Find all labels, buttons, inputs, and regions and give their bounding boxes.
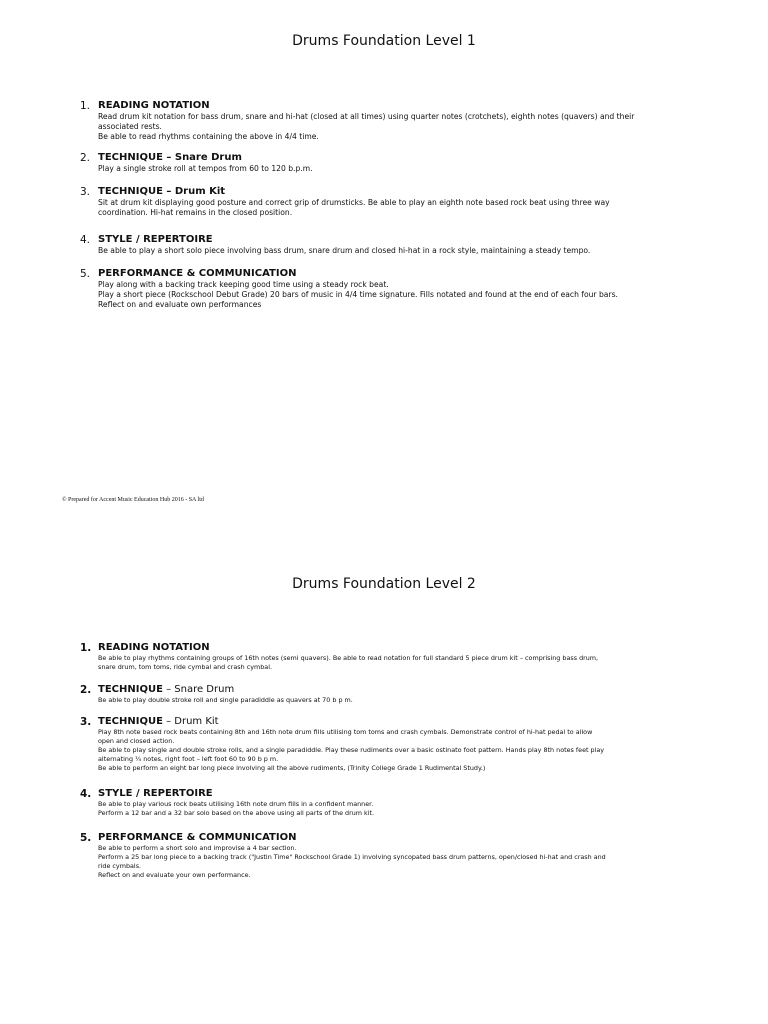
item-text-line: alternating ¼ notes, right foot – left foot 60 to 90 b p m. [98,755,279,763]
item-number: 2. [80,152,91,164]
copyright-footer: © Prepared for Accent Music Education Hub 2016 - SA ltd [62,497,204,503]
item-text-line: Sit at drum kit displaying good posture and correct grip of drumsticks. Be able to play an eighth note based rock beat using three way [98,198,610,207]
item-heading [98,186,728,198]
item-text-line: Be able to play various rock beats utilising 16th note drum fills in a confident manner. [98,800,374,808]
level1-title: Drums Foundation Level 1 [292,33,476,49]
item-number: 4. [80,788,92,800]
item-heading-subtitle: – Snare Drum [162,684,235,695]
item-heading [98,234,728,246]
item-heading [98,642,728,654]
item-text-line: Be able to read rhythms containing the above in 4/4 time. [98,132,319,141]
requirement-item [80,788,728,818]
item-text-line: coordination. Hi-hat remains in the closed position. [98,208,293,217]
item-number: 3. [80,716,92,728]
item-heading [98,832,728,844]
item-number: 5. [80,268,91,280]
item-heading-text: TECHNIQUE – Drum Kit [98,186,226,197]
item-heading [98,100,728,112]
item-text-line: Play a single stroke roll at tempos from 60 to 120 b.p.m. [98,164,313,173]
item-text-line: Reflect on and evaluate your own performance. [98,871,251,879]
item-text-line: Perform a 12 bar and a 32 bar solo based on the above using all parts of the drum kit. [98,809,375,817]
item-text-line: Be able to play single and double stroke rolls, and a single paradiddle. Play these rudiments over a basic ostinato foot pattern. Hands play 8th notes feet play [98,746,605,754]
item-number: 1. [80,100,91,112]
item-text-line: Be able to play rhythms containing groups of 16th notes (semi quavers). Be able to read notation for full standard 5 piece drum kit – comprising bass drum, [98,654,599,662]
item-heading-text: READING NOTATION [98,100,210,111]
item-heading-text: STYLE / REPERTOIRE [98,788,213,799]
item-heading-text: PERFORMANCE & COMMUNICATION [98,268,297,279]
requirement-item [80,186,728,218]
item-heading-text: TECHNIQUE [98,684,163,695]
requirement-item [80,100,728,142]
item-number: 3. [80,186,91,198]
requirement-item [80,642,728,672]
item-text-line: Play along with a backing track keeping good time using a steady rock beat. [98,280,389,289]
item-text-line: Be able to play double stroke roll and single paradiddle as quavers at 70 b p m. [98,696,353,704]
item-text-line: Play a short piece (Rockschool Debut Grade) 20 bars of music in 4/4 time signature. Fills notated and found at the end of each four bars. [98,290,618,299]
item-number: 2. [80,684,92,696]
item-text-line: Play 8th note based rock beats containing 8th and 16th note drum fills utilising tom toms and crash cymbals. Demonstrate control of hi-hat pedal to allow [98,728,593,736]
item-text-line: snare drum, tom toms, ride cymbal and crash cymbal. [98,663,273,671]
item-number: 1. [80,642,92,654]
item-heading-text: TECHNIQUE [98,716,163,727]
item-text-line: Perform a 25 bar long piece to a backing track ("Justin Time" Rockschool Grade 1) involving syncopated bass drum patterns, open/closed hi-hat and crash and [98,853,606,861]
item-heading [98,684,728,696]
item-text-line: Be able to perform a short solo and improvise a 4 bar section. [98,844,297,852]
item-heading-text: READING NOTATION [98,642,210,653]
requirement-item [80,832,728,880]
item-heading-text: TECHNIQUE – Snare Drum [98,152,242,163]
item-heading-text: STYLE / REPERTOIRE [98,234,213,245]
item-heading [98,152,728,164]
requirement-item [80,268,728,310]
item-text-line: Reflect on and evaluate own performances [98,300,262,309]
item-heading [98,716,728,728]
item-number: 5. [80,832,92,844]
item-text-line: associated rests. [98,122,162,131]
item-text-line: open and closed action. [98,737,175,745]
item-heading [98,788,728,800]
item-number: 4. [80,234,91,246]
item-text-line: Read drum kit notation for bass drum, snare and hi-hat (closed at all times) using quarter notes (crotchets), eighth notes (quavers) and their [98,112,635,121]
item-heading [98,268,728,280]
item-heading-text: PERFORMANCE & COMMUNICATION [98,832,297,843]
requirement-item [80,152,728,174]
requirement-item [80,234,728,256]
requirement-item [80,716,728,773]
item-text-line: Be able to play a short solo piece involving bass drum, snare drum and closed hi-hat in a rock style, maintaining a steady tempo. [98,246,591,255]
level2-title: Drums Foundation Level 2 [292,576,476,592]
item-text-line: ride cymbals. [98,862,142,870]
item-text-line: Be able to perform an eight bar long piece involving all the above rudiments, (Trinity College Grade 1 Rudimental Study.) [98,764,486,772]
item-heading-subtitle: – Drum Kit [162,716,219,727]
requirement-item [80,684,728,705]
